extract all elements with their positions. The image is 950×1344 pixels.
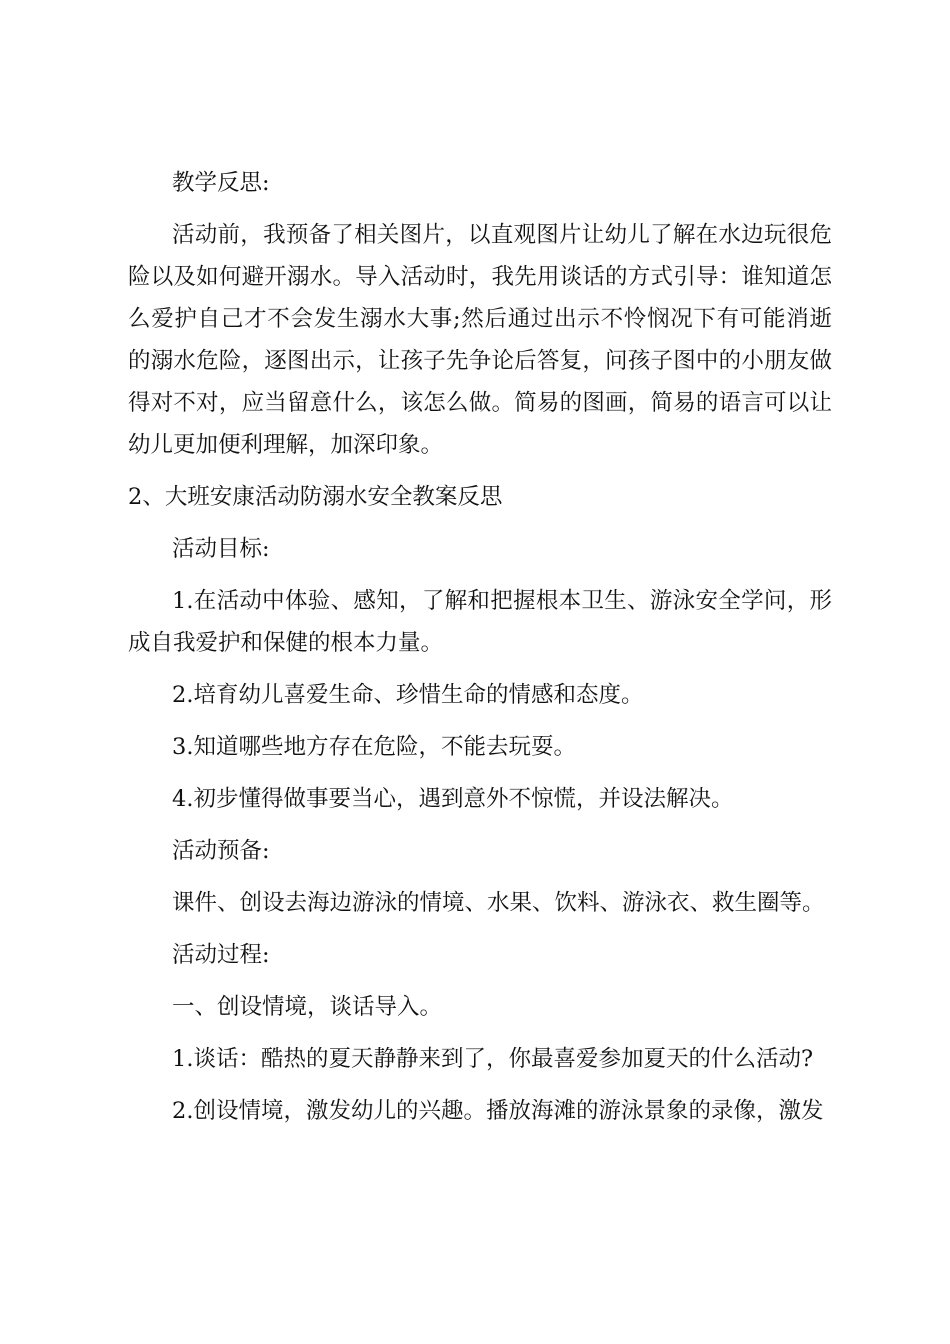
paragraph-goal-2: 2.培育幼儿喜爱生命、珍惜生命的情感和态度。	[172, 682, 644, 708]
document-body	[128, 162, 832, 1142]
paragraph-goal-1: 1.在活动中体验、感知，了解和把握根本卫生、游泳安全学问，形成自我爱护和保健的根本力量。	[128, 588, 832, 656]
paragraph-process-heading: 活动过程:	[172, 942, 270, 968]
paragraph-goal-4: 4.初步懂得做事要当心，遇到意外不惊慌，并设法解决。	[172, 786, 734, 812]
paragraph-goal-3: 3.知道哪些地方存在危险，不能去玩耍。	[172, 734, 576, 760]
paragraph-preparation-body: 课件、创设去海边游泳的情境、水果、饮料、游泳衣、救生圈等。	[172, 890, 825, 916]
paragraph-preparation-heading: 活动预备:	[172, 838, 270, 864]
section-title: 2、大班安康活动防溺水安全教案反思	[128, 484, 503, 510]
paragraph-teaching-reflection-heading: 教学反思:	[172, 170, 270, 196]
paragraph-goals-heading: 活动目标:	[172, 536, 270, 562]
paragraph-step-1-2: 2.创设情境，激发幼儿的兴趣。播放海滩的游泳景象的录像，激发	[172, 1098, 824, 1124]
paragraph-step-1-1: 1.谈话：酷热的夏天静静来到了，你最喜爱参加夏天的什么活动?	[172, 1046, 814, 1072]
paragraph-step-1-heading: 一、创设情境，谈话导入。	[172, 994, 443, 1020]
paragraph-reflection-body: 活动前，我预备了相关图片，以直观图片让幼儿了解在水边玩很危险以及如何避开溺水。导入活动时，我先用谈话的方式引导：谁知道怎么爱护自己才不会发生溺水大事;然后通过出示不怜悯况下有可能消逝的溺水危险，逐图出示，让孩子先争论后答复，问孩子图中的小朋友做得对不对，应当留意什么，该怎么做。简易的图画，简易的语言可以让幼儿更加便利理解，加深印象。	[128, 222, 832, 458]
